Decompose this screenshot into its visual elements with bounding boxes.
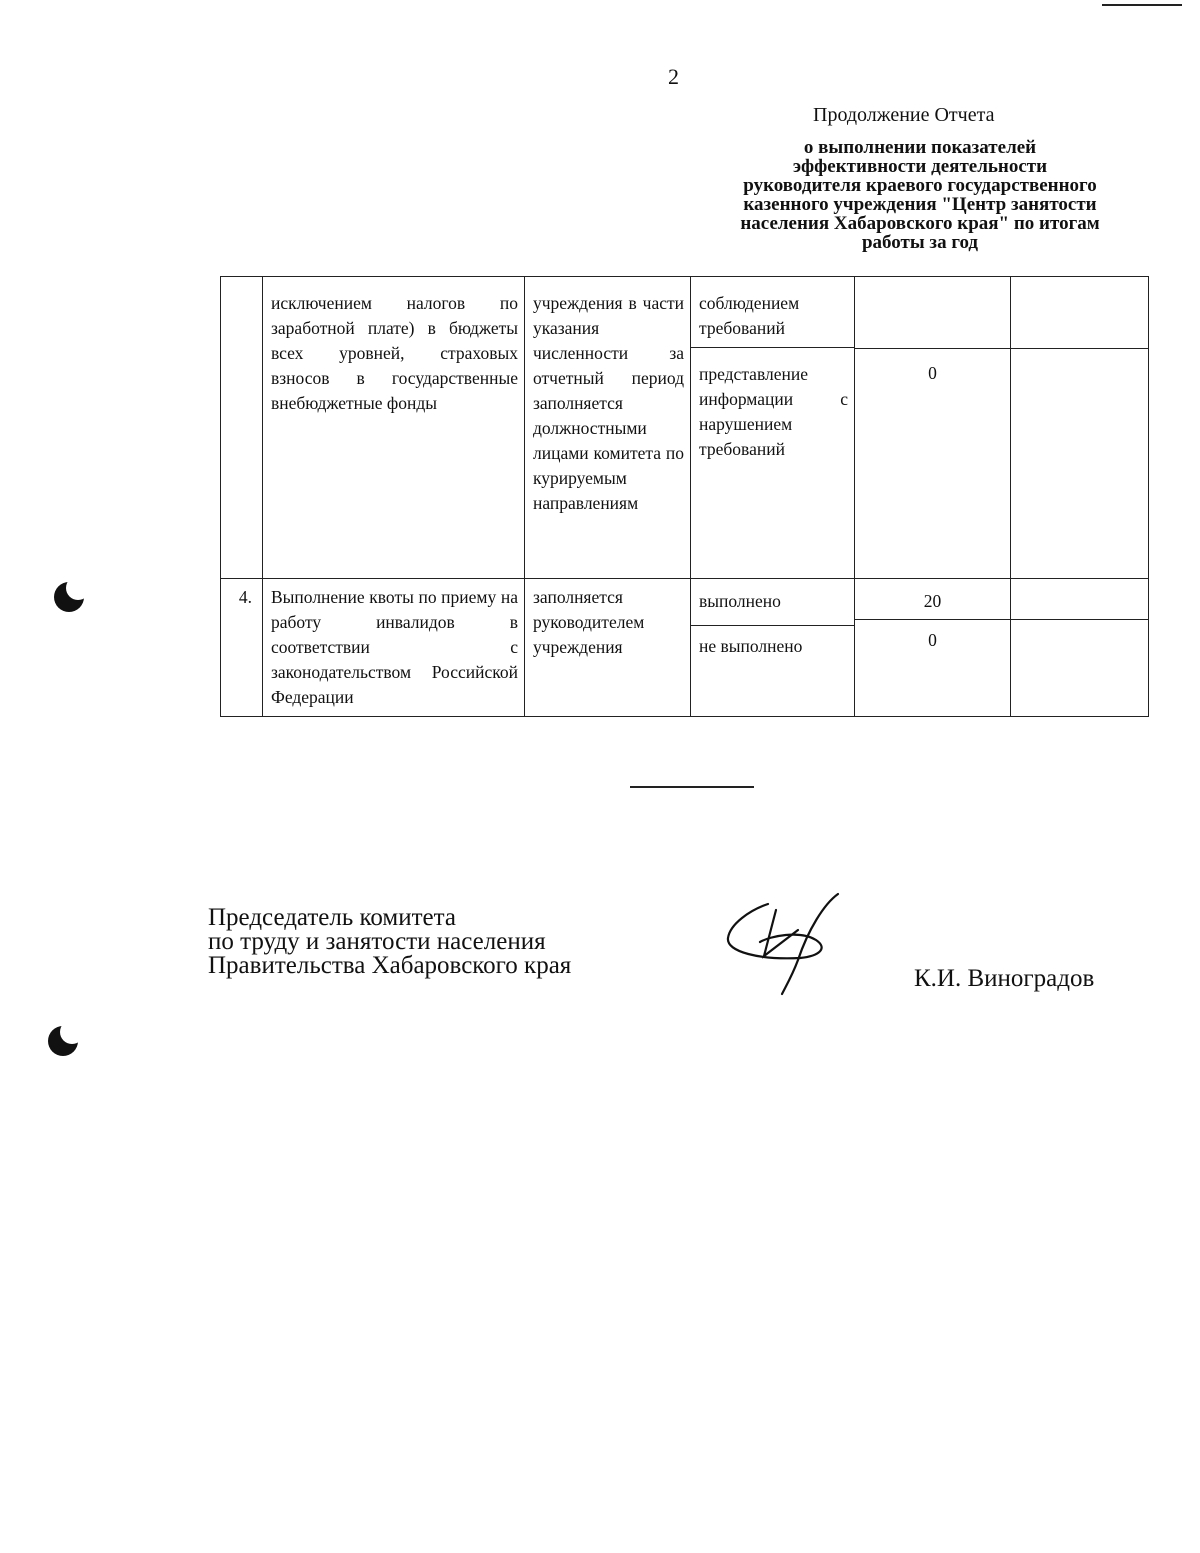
heading-main: Продолжение Отчета <box>813 104 995 126</box>
report-table <box>220 276 1149 717</box>
heading-sub-line: населения Хабаровского края" по итогам <box>740 213 1100 234</box>
hole-punch-mark <box>54 582 84 612</box>
signer-title <box>208 906 571 978</box>
signer-title-line: Правительства Хабаровского края <box>208 952 572 979</box>
handwritten-signature <box>720 890 840 1000</box>
table-row <box>221 277 1149 579</box>
row-number-cell <box>221 277 263 579</box>
heading-sub-line: работы за год <box>861 232 979 253</box>
signer-title-line: по труду и занятости населения <box>208 928 546 955</box>
heading-sub-line: казенного учреждения "Центр занятости <box>743 194 1097 215</box>
filled-by-cell: учреждения в части указания численности за отчетный период заполняется должностными лицами комитета по курируемым направлениям <box>525 277 691 579</box>
section-divider <box>630 786 754 788</box>
heading-sub-line: эффективности деятельности <box>792 156 1048 177</box>
top-edge-line <box>1102 4 1182 6</box>
heading-sub-line: о выполнении показателей <box>803 137 1037 158</box>
indicator-cell: исключением налогов по заработной плате) в бюджеты всех уровней, страховых взносов в государственные внебюджетные фонды <box>263 277 525 579</box>
row-number-cell: 4. <box>221 579 263 717</box>
extra-cell <box>1011 579 1149 717</box>
value-cell: 0 <box>855 277 1011 579</box>
value-cell: 20 0 <box>855 579 1011 717</box>
indicator-cell: Выполнение квоты по приему на работу инвалидов в соответствии с законодательством Российской Федерации <box>263 579 525 717</box>
criterion-cell: соблюдением требований представление информации с нарушением требований <box>691 277 855 579</box>
hole-punch-mark <box>48 1026 78 1056</box>
signer-name: К.И. Виноградов <box>914 965 1095 992</box>
table-row <box>221 579 1149 717</box>
heading-sub <box>702 138 1138 252</box>
extra-cell <box>1011 277 1149 579</box>
filled-by-cell: заполняется руководителем учреждения <box>525 579 691 717</box>
heading-sub-line: руководителя краевого государственного <box>743 175 1097 196</box>
criterion-cell: выполнено не выполнено <box>691 579 855 717</box>
page-number: 2 <box>668 64 679 89</box>
signer-title-line: Председатель комитета <box>208 904 456 931</box>
